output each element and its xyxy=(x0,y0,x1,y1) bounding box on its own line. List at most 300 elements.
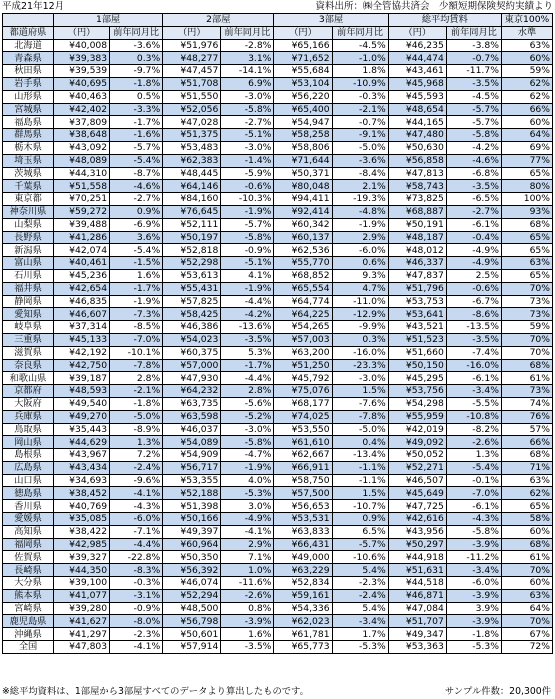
yoy-2room: -3.0% xyxy=(221,423,274,436)
yoy-average: -5.7% xyxy=(446,116,501,129)
rent-2room: ¥64,232 xyxy=(163,385,221,398)
pref-cell: 宮崎県 xyxy=(3,602,54,615)
table-row xyxy=(3,410,553,423)
table-row xyxy=(3,551,553,564)
yoy-average: -6.8% xyxy=(446,167,501,180)
rent-average: ¥42,019 xyxy=(388,423,446,436)
rent-3room: ¥58,750 xyxy=(274,474,332,487)
yoy-3room: -9.1% xyxy=(332,129,388,142)
yoy-1room: -5.4% xyxy=(110,154,163,167)
pref-cell: 岩手県 xyxy=(3,77,54,90)
yoy-3room: 0.4% xyxy=(332,436,388,449)
yoy-header: 前年同月比 xyxy=(332,26,388,39)
rent-1room: ¥44,350 xyxy=(54,564,110,577)
rent-3room: ¥68,852 xyxy=(274,269,332,282)
rent-3room: ¥51,250 xyxy=(274,359,332,372)
yoy-2room: -11.6% xyxy=(221,577,274,590)
rent-3room: ¥60,137 xyxy=(274,231,332,244)
yoy-average: -3.9% xyxy=(446,538,501,551)
yoy-average: 3.9% xyxy=(446,602,501,615)
rent-average: ¥55,959 xyxy=(388,410,446,423)
table-row xyxy=(3,167,553,180)
yoy-2room: -5.1% xyxy=(221,129,274,142)
yoy-1room: -0.9% xyxy=(110,602,163,615)
yoy-1room: -2.1% xyxy=(110,385,163,398)
rent-2room: ¥62,383 xyxy=(163,154,221,167)
yoy-1room: 0.3% xyxy=(110,52,163,65)
yoy-1room: -9.6% xyxy=(110,474,163,487)
rent-2room: ¥63,598 xyxy=(163,410,221,423)
pref-cell: 長野県 xyxy=(3,231,54,244)
yoy-average: -4.9% xyxy=(446,257,501,270)
rent-2room: ¥64,146 xyxy=(163,180,221,193)
rent-1room: ¥42,985 xyxy=(54,538,110,551)
table-row xyxy=(3,65,553,78)
yoy-average: -3.8% xyxy=(446,39,501,52)
rent-1room: ¥38,452 xyxy=(54,487,110,500)
yoy-1room: -4.1% xyxy=(110,641,163,654)
table-row xyxy=(3,525,553,538)
rent-3room: ¥75,076 xyxy=(274,385,332,398)
rent-1room: ¥43,092 xyxy=(54,141,110,154)
yoy-average: -3.5% xyxy=(446,333,501,346)
rent-average: ¥51,707 xyxy=(388,615,446,628)
yoy-1room: -2.3% xyxy=(110,628,163,641)
yoy-3room: -23.3% xyxy=(332,359,388,372)
yoy-2room: -1.9% xyxy=(221,205,274,218)
rent-1room: ¥34,693 xyxy=(54,474,110,487)
tokyo-level: 62% xyxy=(501,90,552,103)
yoy-1room: 1.6% xyxy=(110,269,163,282)
rent-2room: ¥51,550 xyxy=(163,90,221,103)
level-header: 水準 xyxy=(501,26,552,39)
rent-2room: ¥48,277 xyxy=(163,52,221,65)
yoy-average: -13.5% xyxy=(446,321,501,334)
yoy-2room: -5.6% xyxy=(221,397,274,410)
rent-3room: ¥66,431 xyxy=(274,538,332,551)
yoy-3room: 2.1% xyxy=(332,180,388,193)
yoy-1room: -1.9% xyxy=(110,295,163,308)
group-2room: 2部屋 xyxy=(163,14,274,27)
rent-3room: ¥53,550 xyxy=(274,423,332,436)
yoy-3room: 5.4% xyxy=(332,564,388,577)
yoy-1room: -4.1% xyxy=(110,487,163,500)
rent-2room: ¥51,976 xyxy=(163,39,221,52)
rent-3room: ¥74,025 xyxy=(274,410,332,423)
yoy-average: -6.5% xyxy=(446,193,501,206)
rent-3room: ¥66,911 xyxy=(274,461,332,474)
yoy-2room: 3.0% xyxy=(221,500,274,513)
yoy-2room: -5.1% xyxy=(221,257,274,270)
yen-header: （円） xyxy=(388,26,446,39)
yoy-1room: -1.7% xyxy=(110,282,163,295)
table-row xyxy=(3,436,553,449)
rent-2room: ¥50,166 xyxy=(163,513,221,526)
rent-1room: ¥49,270 xyxy=(54,410,110,423)
rent-3room: ¥63,229 xyxy=(274,564,332,577)
rent-3room: ¥63,833 xyxy=(274,525,332,538)
rent-average: ¥44,165 xyxy=(388,116,446,129)
rent-average: ¥46,507 xyxy=(388,474,446,487)
yoy-2room: 1.0% xyxy=(221,564,274,577)
yoy-3room: 1.8% xyxy=(332,65,388,78)
pref-cell: 栃木県 xyxy=(3,141,54,154)
rent-average: ¥49,347 xyxy=(388,628,446,641)
yoy-2room: -10.3% xyxy=(221,193,274,206)
rent-1room: ¥41,077 xyxy=(54,589,110,602)
rent-2room: ¥47,457 xyxy=(163,65,221,78)
rent-3room: ¥54,947 xyxy=(274,116,332,129)
rent-average: ¥43,461 xyxy=(388,65,446,78)
yoy-2room: -3.5% xyxy=(221,641,274,654)
yoy-2room: -4.2% xyxy=(221,308,274,321)
rent-3room: ¥94,411 xyxy=(274,193,332,206)
tokyo-level: 63% xyxy=(501,589,552,602)
yoy-2room: -3.5% xyxy=(221,333,274,346)
table-row xyxy=(3,269,553,282)
yoy-2room: -14.1% xyxy=(221,65,274,78)
rent-2room: ¥56,392 xyxy=(163,564,221,577)
table-row xyxy=(3,487,553,500)
table-row xyxy=(3,295,553,308)
pref-cell: 神奈川県 xyxy=(3,205,54,218)
yoy-2room: 1.6% xyxy=(221,628,274,641)
tokyo-level: 74% xyxy=(501,397,552,410)
tokyo-level: 58% xyxy=(501,513,552,526)
rent-2room: ¥52,188 xyxy=(163,487,221,500)
pref-cell: 京都府 xyxy=(3,385,54,398)
yoy-1room: 0.9% xyxy=(110,205,163,218)
tokyo-level: 63% xyxy=(501,39,552,52)
tokyo-level: 61% xyxy=(501,551,552,564)
table-row xyxy=(3,538,553,551)
pref-cell: 福岡県 xyxy=(3,538,54,551)
rent-1room: ¥44,629 xyxy=(54,436,110,449)
table-row xyxy=(3,321,553,334)
rent-3room: ¥61,610 xyxy=(274,436,332,449)
rent-2room: ¥53,355 xyxy=(163,474,221,487)
rent-1room: ¥35,443 xyxy=(54,423,110,436)
rent-2room: ¥51,708 xyxy=(163,77,221,90)
tokyo-level: 65% xyxy=(501,244,552,257)
yoy-2room: -4.7% xyxy=(221,449,274,462)
table-row xyxy=(3,244,553,257)
pref-cell: 愛媛県 xyxy=(3,513,54,526)
rent-3room: ¥65,554 xyxy=(274,282,332,295)
rent-1room: ¥39,100 xyxy=(54,577,110,590)
yoy-2room: 2.8% xyxy=(221,385,274,398)
rent-2room: ¥52,298 xyxy=(163,257,221,270)
yoy-3room: -13.4% xyxy=(332,449,388,462)
yoy-header: 前年同月比 xyxy=(221,26,274,39)
table-row xyxy=(3,423,553,436)
table-body xyxy=(3,39,553,653)
rent-3room: ¥65,400 xyxy=(274,103,332,116)
rent-average: ¥47,480 xyxy=(388,129,446,142)
yoy-1room: -2.4% xyxy=(110,461,163,474)
tokyo-level: 69% xyxy=(501,141,552,154)
tokyo-level: 68% xyxy=(501,359,552,372)
yoy-3room: -1.0% xyxy=(332,52,388,65)
table-row xyxy=(3,346,553,359)
pref-cell: 富山県 xyxy=(3,257,54,270)
yoy-3room: -12.9% xyxy=(332,308,388,321)
yoy-3room: -7.8% xyxy=(332,410,388,423)
rent-2room: ¥52,294 xyxy=(163,589,221,602)
yoy-2room: -0.9% xyxy=(221,244,274,257)
pref-cell: 香川県 xyxy=(3,500,54,513)
rent-3room: ¥64,774 xyxy=(274,295,332,308)
pref-cell: 北海道 xyxy=(3,39,54,52)
pref-cell: 大阪府 xyxy=(3,397,54,410)
tokyo-level: 100% xyxy=(501,193,552,206)
yoy-2room: -0.6% xyxy=(221,180,274,193)
pref-cell: 和歌山県 xyxy=(3,372,54,385)
yoy-3room: -4.5% xyxy=(332,39,388,52)
rent-1room: ¥42,654 xyxy=(54,282,110,295)
tokyo-level: 70% xyxy=(501,282,552,295)
yoy-2room: -1.7% xyxy=(221,359,274,372)
yoy-1room: 0.5% xyxy=(110,90,163,103)
yoy-3room: -5.0% xyxy=(332,141,388,154)
yoy-1room: -8.0% xyxy=(110,615,163,628)
rent-2room: ¥50,601 xyxy=(163,628,221,641)
table-row xyxy=(3,39,553,52)
yoy-average: -2.7% xyxy=(446,205,501,218)
rent-3room: ¥62,667 xyxy=(274,449,332,462)
yoy-average: -5.4% xyxy=(446,461,501,474)
rent-average: ¥53,753 xyxy=(388,295,446,308)
pref-cell: 鳥取県 xyxy=(3,423,54,436)
yoy-average: -5.3% xyxy=(446,641,501,654)
yoy-3room: -3.0% xyxy=(332,372,388,385)
rent-1room: ¥48,089 xyxy=(54,154,110,167)
pref-cell: 愛知県 xyxy=(3,308,54,321)
pref-corner xyxy=(3,14,54,27)
rent-1room: ¥41,627 xyxy=(54,615,110,628)
rent-1room: ¥46,835 xyxy=(54,295,110,308)
rent-1room: ¥45,133 xyxy=(54,333,110,346)
yoy-3room: -8.4% xyxy=(332,167,388,180)
yoy-1room: 1.3% xyxy=(110,436,163,449)
group-3room: 3部屋 xyxy=(274,14,388,27)
yoy-1room: -1.8% xyxy=(110,77,163,90)
table-row xyxy=(3,372,553,385)
rent-average: ¥46,235 xyxy=(388,39,446,52)
pref-cell: 広島県 xyxy=(3,461,54,474)
rent-2room: ¥58,425 xyxy=(163,308,221,321)
yoy-3room: 0.9% xyxy=(332,513,388,526)
yoy-3room: -0.7% xyxy=(332,116,388,129)
rent-3room: ¥52,834 xyxy=(274,577,332,590)
yoy-average: 2.5% xyxy=(446,269,501,282)
rent-3room: ¥62,023 xyxy=(274,615,332,628)
tokyo-level: 60% xyxy=(501,577,552,590)
rent-1room: ¥44,310 xyxy=(54,167,110,180)
rent-2room: ¥54,023 xyxy=(163,333,221,346)
rent-3room: ¥58,258 xyxy=(274,129,332,142)
yoy-average: -3.5% xyxy=(446,180,501,193)
rent-1room: ¥40,695 xyxy=(54,77,110,90)
yoy-1room: 2.8% xyxy=(110,372,163,385)
group-average: 総平均賃料 xyxy=(388,14,501,27)
rent-1room: ¥46,607 xyxy=(54,308,110,321)
tokyo-level: 64% xyxy=(501,602,552,615)
rent-2room: ¥54,909 xyxy=(163,449,221,462)
tokyo-level: 64% xyxy=(501,129,552,142)
yen-header: （円） xyxy=(274,26,332,39)
yoy-3room: -1.1% xyxy=(332,474,388,487)
tokyo-level: 63% xyxy=(501,257,552,270)
tokyo-level: 77% xyxy=(501,154,552,167)
pref-cell: 滋賀県 xyxy=(3,346,54,359)
rent-average: ¥51,523 xyxy=(388,333,446,346)
yoy-2room: -3.9% xyxy=(221,615,274,628)
rent-1room: ¥37,314 xyxy=(54,321,110,334)
rent-average: ¥48,187 xyxy=(388,231,446,244)
yoy-2room: -5.3% xyxy=(221,487,274,500)
yoy-average: -4.5% xyxy=(446,90,501,103)
tokyo-level: 67% xyxy=(501,628,552,641)
pref-cell: 岡山県 xyxy=(3,436,54,449)
rent-average: ¥53,641 xyxy=(388,308,446,321)
yoy-average: -5.7% xyxy=(446,103,501,116)
yoy-1room: -0.3% xyxy=(110,577,163,590)
rent-3room: ¥56,220 xyxy=(274,90,332,103)
yoy-header: 前年同月比 xyxy=(110,26,163,39)
rent-average: ¥50,150 xyxy=(388,359,446,372)
yoy-2room: 4.1% xyxy=(221,269,274,282)
yoy-2room: -3.0% xyxy=(221,141,274,154)
group-1room: 1部屋 xyxy=(54,14,163,27)
yoy-average: -3.9% xyxy=(446,589,501,602)
rent-average: ¥47,837 xyxy=(388,269,446,282)
yoy-2room: 2.9% xyxy=(221,538,274,551)
rent-1room: ¥45,236 xyxy=(54,269,110,282)
rent-1room: ¥39,488 xyxy=(54,218,110,231)
rent-average: ¥58,743 xyxy=(388,180,446,193)
yen-header: （円） xyxy=(54,26,110,39)
rent-3room: ¥63,200 xyxy=(274,346,332,359)
table-row xyxy=(3,628,553,641)
yoy-average: -4.6% xyxy=(446,154,501,167)
rent-average: ¥68,887 xyxy=(388,205,446,218)
rent-1room: ¥41,297 xyxy=(54,628,110,641)
yoy-average: -11.2% xyxy=(446,551,501,564)
pref-cell: 徳島県 xyxy=(3,487,54,500)
table-row xyxy=(3,205,553,218)
yoy-3room: -6.0% xyxy=(332,244,388,257)
yoy-2room: -4.9% xyxy=(221,513,274,526)
table-row xyxy=(3,52,553,65)
yoy-average: -3.4% xyxy=(446,564,501,577)
footer-note: ※総平均資料は、1部屋から3部屋すべてのデータより算出したものです。 xyxy=(2,686,309,697)
rent-average: ¥46,337 xyxy=(388,257,446,270)
rent-average: ¥44,918 xyxy=(388,551,446,564)
rent-1room: ¥51,558 xyxy=(54,180,110,193)
tokyo-level: 65% xyxy=(501,231,552,244)
rent-2room: ¥46,037 xyxy=(163,423,221,436)
pref-cell: 島根県 xyxy=(3,449,54,462)
rent-average: ¥52,271 xyxy=(388,461,446,474)
yoy-3room: -2.4% xyxy=(332,589,388,602)
yoy-2room: -1.9% xyxy=(221,282,274,295)
yoy-average: -4.2% xyxy=(446,141,501,154)
yoy-1room: -1.5% xyxy=(110,257,163,270)
yoy-1room: -3.6% xyxy=(110,39,163,52)
yoy-header: 前年同月比 xyxy=(446,26,501,39)
yoy-2room: -3.0% xyxy=(221,90,274,103)
rent-1room: ¥49,540 xyxy=(54,397,110,410)
rent-2room: ¥60,375 xyxy=(163,346,221,359)
table-row xyxy=(3,103,553,116)
yoy-1room: 7.2% xyxy=(110,449,163,462)
yoy-1room: -4.6% xyxy=(110,180,163,193)
pref-cell: 福島県 xyxy=(3,116,54,129)
yoy-1room: -3.3% xyxy=(110,103,163,116)
rent-1room: ¥42,402 xyxy=(54,103,110,116)
pref-cell: 高知県 xyxy=(3,525,54,538)
rent-2room: ¥55,431 xyxy=(163,282,221,295)
yoy-2room: -5.2% xyxy=(221,410,274,423)
yoy-average: -6.1% xyxy=(446,372,501,385)
rent-2room: ¥48,445 xyxy=(163,167,221,180)
pref-cell: 長崎県 xyxy=(3,564,54,577)
rent-2room: ¥47,028 xyxy=(163,116,221,129)
rent-2room: ¥46,386 xyxy=(163,321,221,334)
yoy-average: -2.6% xyxy=(446,436,501,449)
yoy-average: -0.1% xyxy=(446,474,501,487)
yoy-3room: 9.3% xyxy=(332,269,388,282)
table-row xyxy=(3,282,553,295)
rent-average: ¥51,660 xyxy=(388,346,446,359)
rent-1room: ¥39,280 xyxy=(54,602,110,615)
rent-2room: ¥76,645 xyxy=(163,205,221,218)
table-row xyxy=(3,359,553,372)
rent-2room: ¥54,089 xyxy=(163,436,221,449)
yoy-3room: -5.3% xyxy=(332,641,388,654)
yoy-2room: 7.1% xyxy=(221,551,274,564)
tokyo-level: 66% xyxy=(501,103,552,116)
yoy-1room: -7.8% xyxy=(110,359,163,372)
rent-average: ¥46,871 xyxy=(388,589,446,602)
rent-3room: ¥49,000 xyxy=(274,551,332,564)
yoy-1room: -8.5% xyxy=(110,321,163,334)
yoy-3room: 0.3% xyxy=(332,333,388,346)
rent-3room: ¥50,371 xyxy=(274,167,332,180)
table-row xyxy=(3,513,553,526)
yoy-1room: -8.9% xyxy=(110,423,163,436)
tokyo-level: 57% xyxy=(501,423,552,436)
pref-cell: 東京都 xyxy=(3,193,54,206)
rent-1room: ¥38,422 xyxy=(54,525,110,538)
rent-2room: ¥63,735 xyxy=(163,397,221,410)
yoy-average: -11.7% xyxy=(446,65,501,78)
yoy-average: -3.4% xyxy=(446,385,501,398)
rent-1room: ¥35,085 xyxy=(54,513,110,526)
rent-average: ¥47,084 xyxy=(388,602,446,615)
rent-1room: ¥39,187 xyxy=(54,372,110,385)
yoy-1room: -5.0% xyxy=(110,410,163,423)
rent-3room: ¥61,781 xyxy=(274,628,332,641)
pref-cell: 新潟県 xyxy=(3,244,54,257)
rent-3room: ¥58,806 xyxy=(274,141,332,154)
rent-3room: ¥65,773 xyxy=(274,641,332,654)
rent-3room: ¥62,536 xyxy=(274,244,332,257)
rent-3room: ¥80,048 xyxy=(274,180,332,193)
yoy-3room: -10.7% xyxy=(332,500,388,513)
yoy-average: -6.1% xyxy=(446,500,501,513)
